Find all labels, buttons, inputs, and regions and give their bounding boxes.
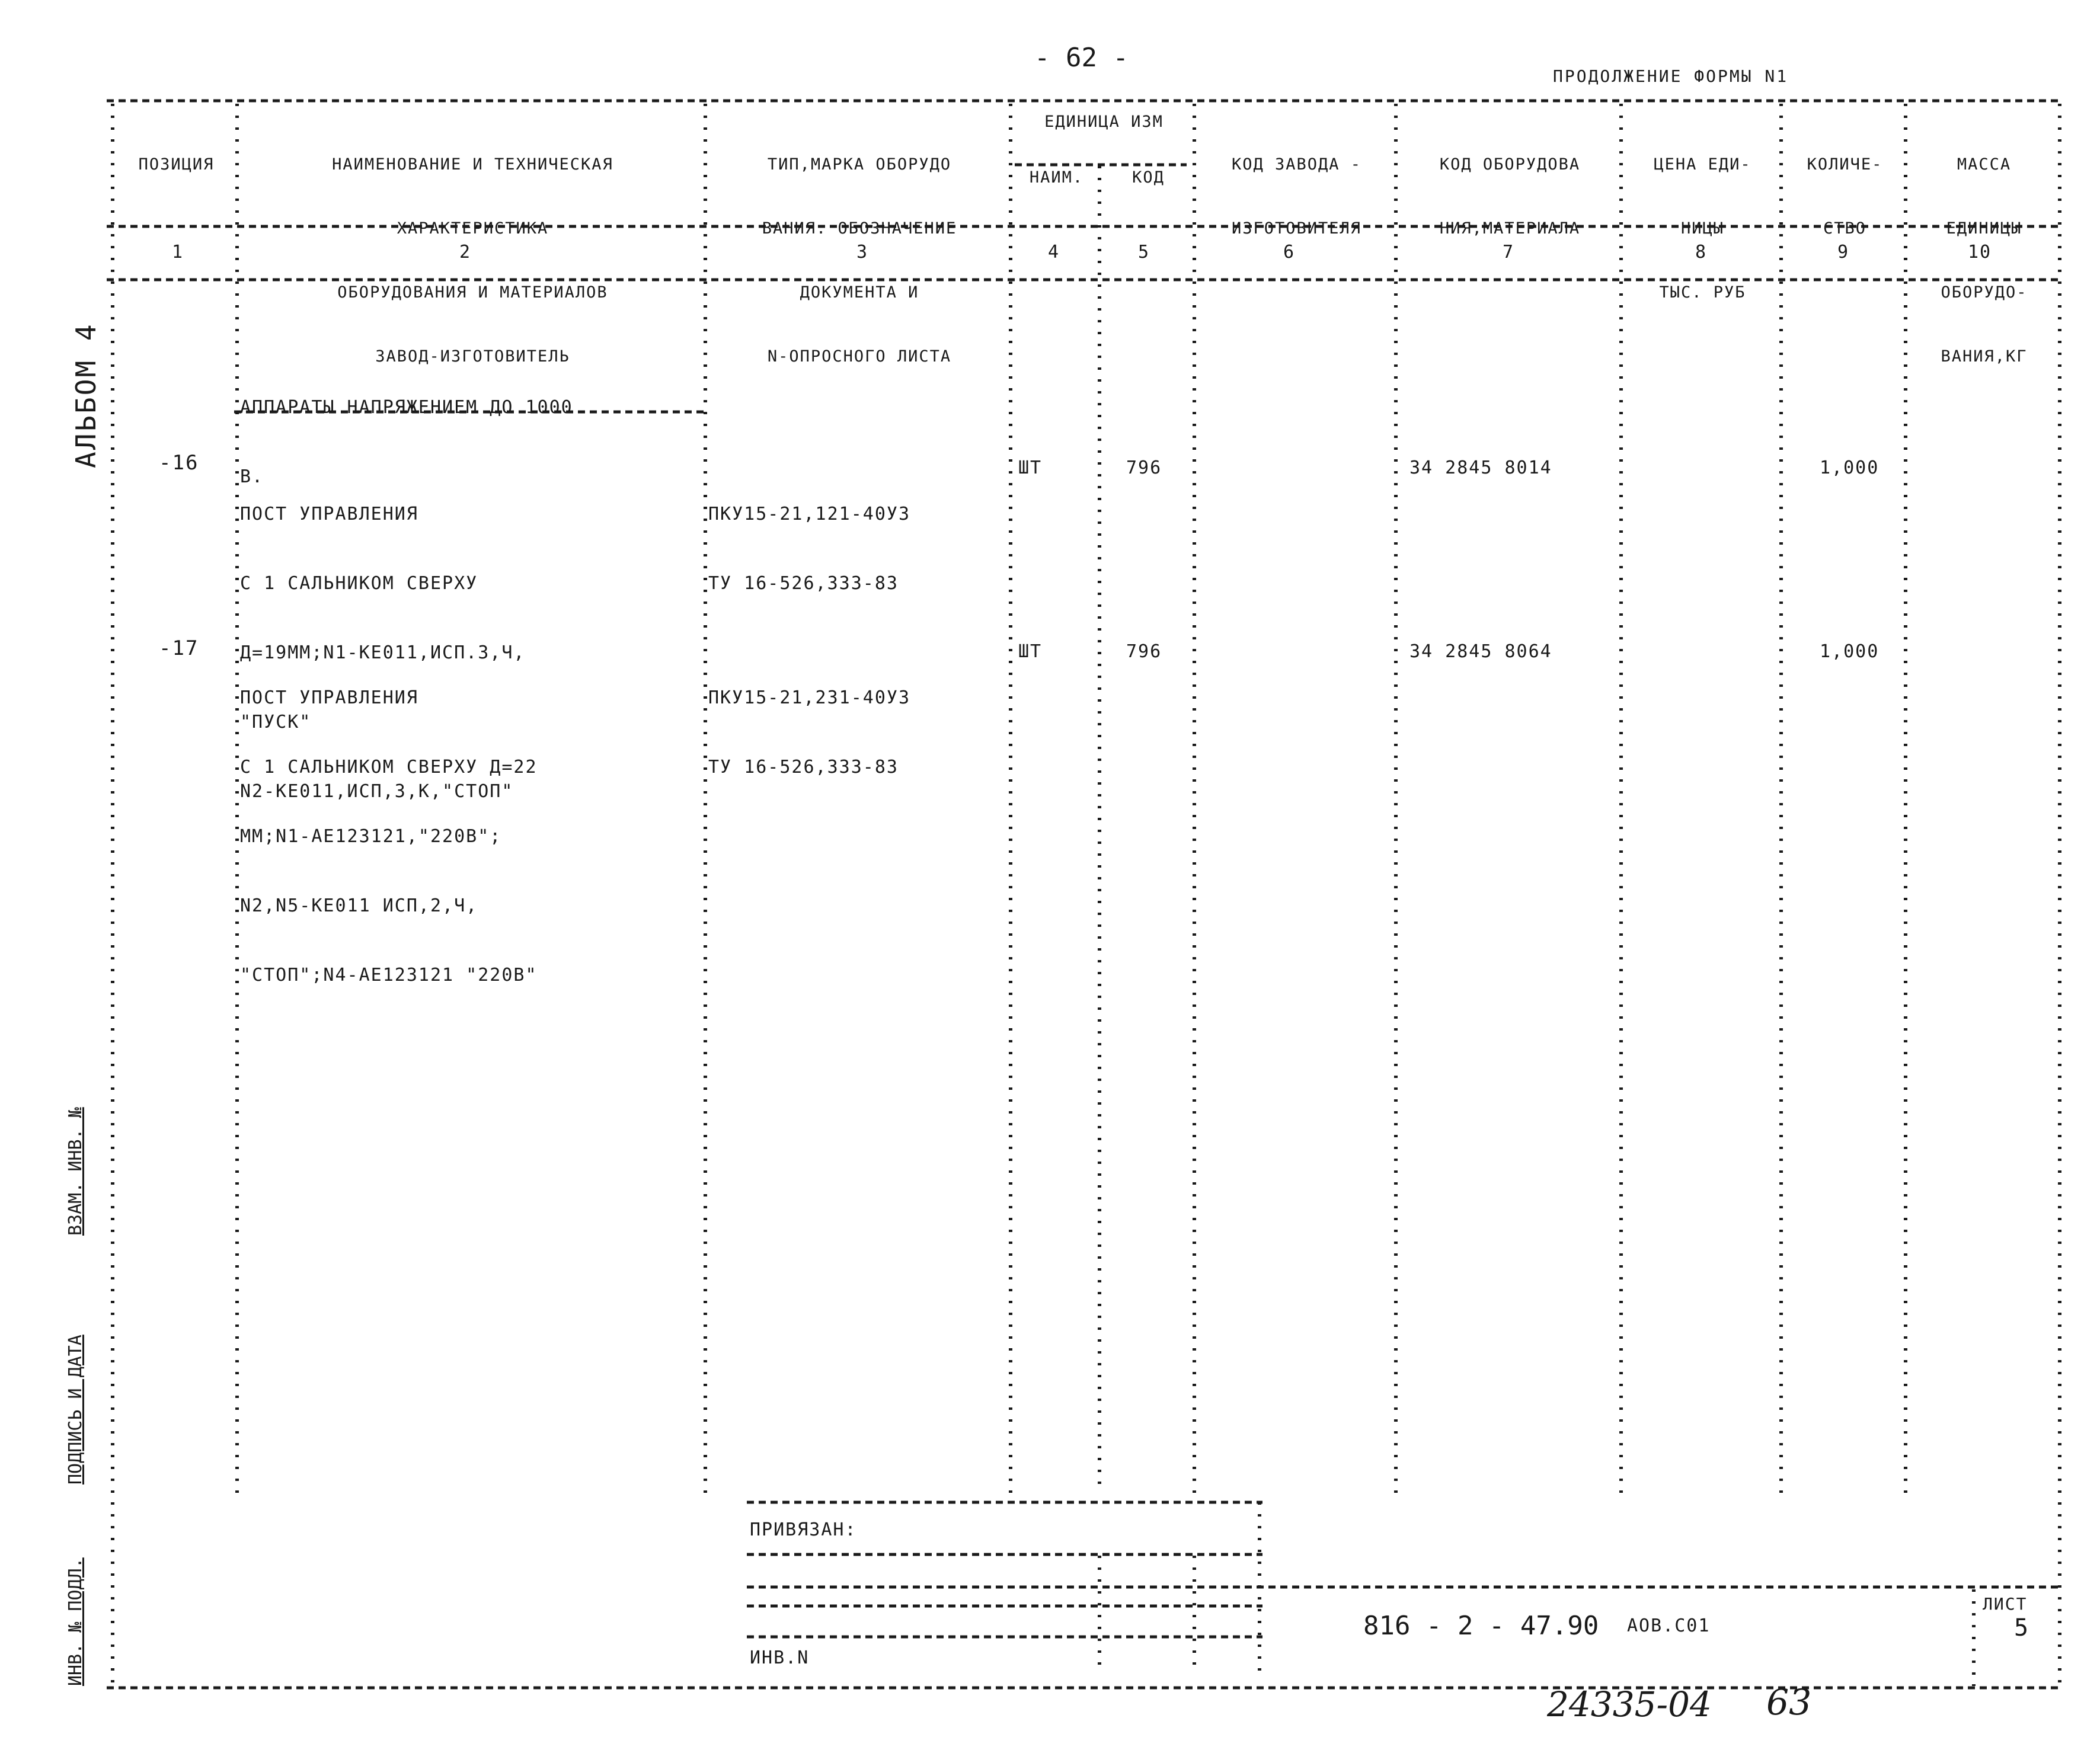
col-number-3: 3 [856,242,869,263]
stamp-sheet-number: 5 [2014,1614,2029,1642]
col-number-4: 4 [1048,242,1060,263]
side-label-vzam-inv: ВЗАМ. ИНВ. № [65,1107,86,1236]
header-col-2 [240,111,705,389]
table-row-equipment-code: 34 2845 8064 [1409,641,1552,662]
header-text: ВАНИЯ. ОБОЗНАЧЕНИЕ [762,219,957,238]
name-line: "СТОП";N4-АЕ123121 "220В" [240,965,538,986]
col-number-6: 6 [1283,242,1296,263]
header-col-6 [1197,111,1396,261]
archive-number: 24335-04 [1547,1684,1712,1725]
header-col-5: КОД [1132,168,1165,187]
stamp-privyazan: ПРИВЯЗАН: [750,1519,857,1540]
stamp-inv: ИНВ.N [750,1647,810,1668]
header-col-9 [1784,111,1906,261]
stamp-sheet-label: ЛИСТ [1983,1594,2028,1614]
header-text: ОБОРУДО- [1941,283,2028,302]
side-label-inv-podl: ИНВ. № ПОДЛ. [65,1557,86,1686]
page-number: - 62 - [1034,43,1129,73]
header-col-8 [1624,111,1781,325]
header-unit-group: ЕДИНИЦА ИЗМ [1044,113,1164,131]
table-row-unit-code: 796 [1126,641,1162,662]
table-row-unit-name: ШТ [1018,641,1043,662]
header-text: ПОЗИЦИЯ [138,155,215,174]
header-text: ХАРАКТЕРИСТИКА [397,219,549,238]
section-title-line: АППАРАТЫ НАПРЯЖЕНИЕМ ДО 1000 [240,397,573,418]
section-title-line: В. [240,466,264,487]
table-row-unit-code: 796 [1126,458,1162,478]
name-line: ПОСТ УПРАВЛЕНИЯ [240,504,418,524]
album-label: АЛЬБОМ 4 [70,322,102,468]
table-row-position: -16 [159,451,199,475]
header-text: ТИП,МАРКА ОБОРУДО [767,155,952,174]
header-text: КОД ЗАВОДА - [1231,155,1362,174]
header-text: НИЯ,МАТЕРИАЛА [1439,219,1581,238]
header-text: ВАНИЯ,КГ [1941,347,2028,366]
name-line: С 1 САЛЬНИКОМ СВЕРХУ [240,573,478,594]
name-line: Д=19ММ;N1-КЕ011,ИСП.3,Ч, [240,642,526,663]
type-line: ТУ 16-526,333-83 [708,573,899,594]
header-text: ЕДИНИЦЫ [1946,219,2022,238]
name-line: С 1 САЛЬНИКОМ СВЕРХУ Д=22 [240,757,538,778]
type-line: ТУ 16-526,333-83 [708,757,899,778]
col-number-2: 2 [459,242,472,263]
table-row-quantity: 1,000 [1820,641,1880,662]
form-continuation-label: ПРОДОЛЖЕНИЕ ФОРМЫ N1 [1553,66,1789,86]
table-row-equipment-code: 34 2845 8014 [1409,458,1552,478]
header-text: НИЦЫ [1680,219,1725,238]
stamp-doc-suffix: АОВ.С01 [1627,1615,1711,1636]
header-text: СТВО [1823,219,1867,238]
table-row-position: -17 [159,636,199,660]
header-text: ИЗГОТОВИТЕЛЯ [1231,219,1362,238]
header-text: ТЫС. РУБ [1659,283,1746,302]
archive-page: 63 [1766,1682,1812,1723]
name-line: N2,N5-КЕ011 ИСП,2,Ч, [240,895,478,916]
header-text: МАССА [1957,155,2012,174]
col-number-9: 9 [1837,242,1850,263]
table-row-quantity: 1,000 [1820,458,1880,478]
col-number-8: 8 [1695,242,1708,263]
table-row-unit-name: ШТ [1018,458,1043,478]
header-text: КОЛИЧЕ- [1807,155,1883,174]
col-number-1: 1 [172,242,184,263]
table-row-type [708,640,910,802]
name-line: ММ;N1-АЕ123121,"220В"; [240,826,502,847]
header-col-4: НАИМ. [1029,168,1084,187]
name-line: "ПУСК" [240,712,312,732]
header-text: КОД ОБОРУДОВА [1439,155,1581,174]
header-text: ОБОРУДОВАНИЯ И МАТЕРИАЛОВ [337,283,608,302]
col-number-5: 5 [1138,242,1150,263]
col-number-10: 10 [1968,242,1992,263]
type-line: ПКУ15-21,121-40У3 [708,504,911,524]
col-number-7: 7 [1503,242,1515,263]
header-text: ЦЕНА ЕДИ- [1654,155,1751,174]
stamp-doc-code: 816 - 2 - 47.90 [1363,1611,1599,1641]
table-row-name [240,640,538,1010]
table-row-type [708,456,910,618]
type-line: ПКУ15-21,231-40У3 [708,687,911,708]
header-text: НАИМЕНОВАНИЕ И ТЕХНИЧЕСКАЯ [332,155,613,174]
header-col-1 [116,111,237,197]
header-col-7 [1399,111,1621,261]
header-text: ДОКУМЕНТА И [800,283,919,302]
side-label-podpis-data: ПОДПИСЬ И ДАТА [65,1335,86,1485]
name-line: ПОСТ УПРАВЛЕНИЯ [240,687,418,708]
header-text: ЗАВОД-ИЗГОТОВИТЕЛЬ [375,347,570,366]
header-text: N-ОПРОСНОГО ЛИСТА [767,347,952,366]
name-line: N2-КЕ011,ИСП,3,К,"СТОП" [240,781,514,802]
